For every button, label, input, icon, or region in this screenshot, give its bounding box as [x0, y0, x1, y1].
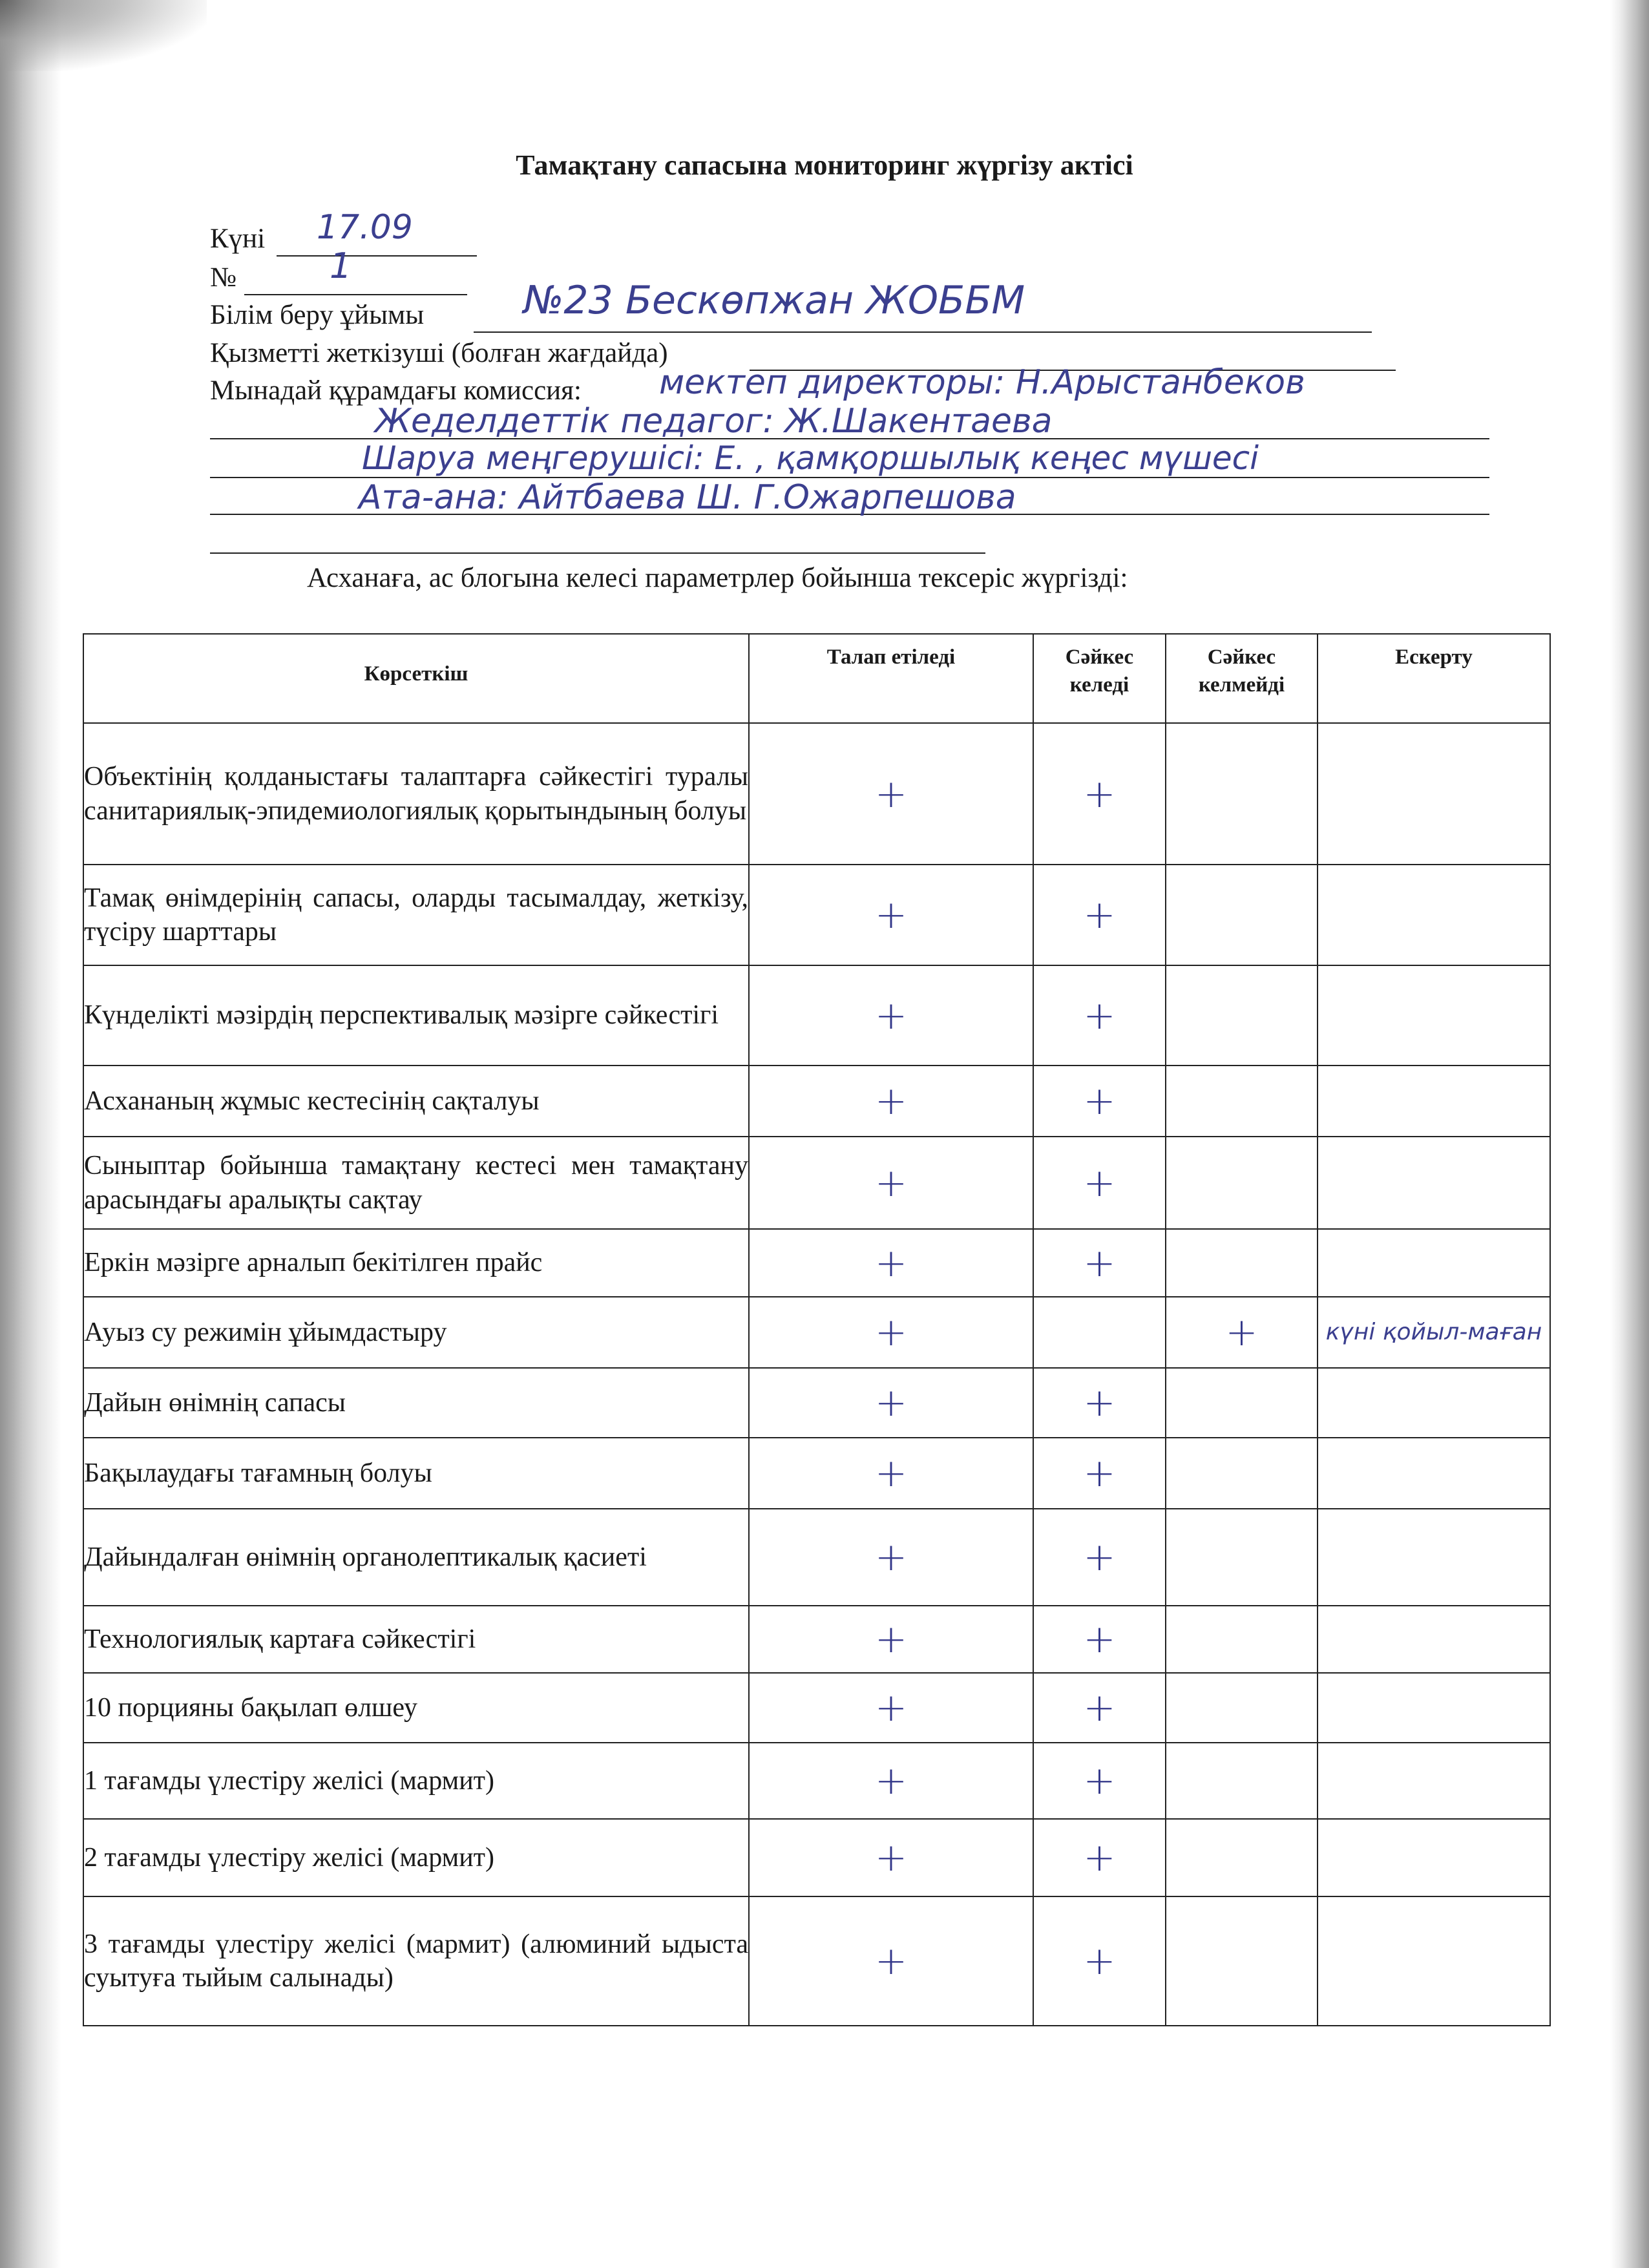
note-cell — [1318, 1066, 1550, 1137]
compliant-mark: + — [1033, 965, 1166, 1066]
noncompliant-mark — [1166, 723, 1318, 865]
indicator-cell: Еркін мәзірге арналып бекітілген прайс — [83, 1229, 749, 1297]
noncompliant-mark — [1166, 1438, 1318, 1509]
noncompliant-mark — [1166, 1606, 1318, 1673]
table-row — [83, 1673, 1550, 1743]
note-cell — [1318, 1137, 1550, 1229]
indicator-cell: Дайындалған өнімнің органолептикалық қасиеті — [83, 1509, 749, 1606]
note-cell — [1318, 1229, 1550, 1297]
indicator-cell: Ауыз су режимін ұйымдастыру — [83, 1297, 749, 1368]
number-label: № — [210, 262, 237, 293]
table-row — [83, 1509, 1550, 1606]
note-cell — [1318, 1368, 1550, 1438]
inspection-intro: Асханаға, ас блогына келесі параметрлер бойынша тексеріс жүргізді: — [307, 563, 1128, 593]
note-cell — [1318, 865, 1550, 965]
compliant-mark: + — [1033, 1673, 1166, 1743]
header-note: Ескерту — [1318, 634, 1550, 723]
compliant-mark: + — [1033, 1438, 1166, 1509]
note-cell — [1318, 1743, 1550, 1819]
commission-underline-4 — [210, 552, 985, 554]
noncompliant-mark — [1166, 1368, 1318, 1438]
noncompliant-mark — [1166, 1137, 1318, 1229]
required-mark: + — [749, 1606, 1033, 1673]
indicator-cell: Технологиялық картаға сәйкестігі — [83, 1606, 749, 1673]
header-indicator: Көрсеткіш — [83, 634, 749, 723]
table-row — [83, 865, 1550, 965]
table-row — [83, 1066, 1550, 1137]
org-label: Білім беру ұйымы — [210, 300, 425, 330]
indicator-cell: Асхананың жұмыс кестесінің сақталуы — [83, 1066, 749, 1137]
indicator-cell: 3 тағамды үлестіру желісі (мармит) (алюминий ыдыста суытуға тыйым салынады) — [83, 1896, 749, 2026]
compliant-mark: + — [1033, 1368, 1166, 1438]
note-cell: күні қойыл-маған — [1318, 1297, 1550, 1368]
noncompliant-mark — [1166, 1896, 1318, 2026]
note-cell — [1318, 1438, 1550, 1509]
commission-line-1: мектеп директоры: Н.Арыстанбеков — [659, 363, 1305, 402]
table-row — [83, 1896, 1550, 2026]
commission-label: Мынадай құрамдағы комиссия: — [210, 375, 582, 406]
commission-line-2: Жеделдеттік педагог: Ж.Шакентаева — [375, 402, 1053, 441]
required-mark: + — [749, 965, 1033, 1066]
table-row — [83, 1368, 1550, 1438]
table-row — [83, 1819, 1550, 1896]
table-row — [83, 965, 1550, 1066]
required-mark: + — [749, 1673, 1033, 1743]
required-mark: + — [749, 1819, 1033, 1896]
table-row — [83, 1438, 1550, 1509]
date-underline — [277, 255, 477, 257]
compliant-mark: + — [1033, 723, 1166, 865]
compliant-mark: + — [1033, 1137, 1166, 1229]
noncompliant-mark — [1166, 1509, 1318, 1606]
indicator-cell: 10 порцияны бақылап өлшеу — [83, 1673, 749, 1743]
compliant-mark: + — [1033, 1896, 1166, 2026]
header-compliant: Сәйкес келеді — [1033, 634, 1166, 723]
required-mark: + — [749, 1509, 1033, 1606]
note-cell — [1318, 723, 1550, 865]
table-row — [83, 1229, 1550, 1297]
indicator-cell: Бақылаудағы тағамның болуы — [83, 1438, 749, 1509]
header-noncompliant: Сәйкес келмейді — [1166, 634, 1318, 723]
table-header-row — [83, 634, 1550, 723]
org-underline — [474, 331, 1372, 333]
compliant-mark: + — [1033, 1229, 1166, 1297]
indicator-cell: Объектінің қолданыстағы талаптарға сәйкестігі туралы санитариялық-эпидемиологиялық қорытындының болуы — [83, 723, 749, 865]
noncompliant-mark — [1166, 965, 1318, 1066]
document-title: Тамақтану сапасына мониторинг жүргізу актісі — [516, 149, 1133, 181]
required-mark: + — [749, 1368, 1033, 1438]
scan-shadow-left — [0, 0, 61, 2268]
date-label: Күні — [210, 224, 266, 254]
compliant-mark: + — [1033, 1606, 1166, 1673]
date-value: 17.09 — [317, 208, 413, 247]
compliant-mark: + — [1033, 1743, 1166, 1819]
table-row — [83, 723, 1550, 865]
noncompliant-mark — [1166, 1229, 1318, 1297]
required-mark: + — [749, 1743, 1033, 1819]
compliant-mark — [1033, 1297, 1166, 1368]
required-mark: + — [749, 723, 1033, 865]
table-row — [83, 1606, 1550, 1673]
required-mark: + — [749, 1297, 1033, 1368]
required-mark: + — [749, 865, 1033, 965]
supplier-label: Қызметті жеткізуші (болған жағдайда) — [210, 338, 668, 368]
indicator-cell: Сыныптар бойынша тамақтану кестесі мен тамақтану арасындағы аралықты сақтау — [83, 1137, 749, 1229]
indicator-cell: 1 тағамды үлестіру желісі (мармит) — [83, 1743, 749, 1819]
noncompliant-mark — [1166, 865, 1318, 965]
commission-line-4: Ата-ана: Айтбаева Ш. Г.Ожарпешова — [359, 478, 1016, 517]
note-cell — [1318, 1673, 1550, 1743]
commission-line-3: Шаруа меңгерушісі: Е. , қамқоршылық кеңес мүшесі — [362, 439, 1259, 477]
inspection-table — [83, 633, 1551, 2026]
required-mark: + — [749, 1438, 1033, 1509]
compliant-mark: + — [1033, 1509, 1166, 1606]
indicator-cell: 2 тағамды үлестіру желісі (мармит) — [83, 1819, 749, 1896]
note-cell — [1318, 1896, 1550, 2026]
noncompliant-mark — [1166, 1066, 1318, 1137]
scan-shadow-right — [1610, 0, 1649, 2268]
indicator-cell: Күнделікті мәзірдің перспективалық мәзірге сәйкестігі — [83, 965, 749, 1066]
note-cell — [1318, 965, 1550, 1066]
header-required: Талап етіледі — [749, 634, 1033, 723]
number-underline — [244, 294, 467, 295]
indicator-cell: Дайын өнімнің сапасы — [83, 1368, 749, 1438]
noncompliant-mark: + — [1166, 1297, 1318, 1368]
indicator-cell: Тамақ өнімдерінің сапасы, оларды тасымалдау, жеткізу, түсіру шарттары — [83, 865, 749, 965]
table-row — [83, 1743, 1550, 1819]
compliant-mark: + — [1033, 865, 1166, 965]
number-value: 1 — [330, 246, 352, 286]
compliant-mark: + — [1033, 1066, 1166, 1137]
note-cell — [1318, 1819, 1550, 1896]
table-row — [83, 1297, 1550, 1368]
scan-shadow-top — [0, 0, 207, 71]
org-value: №23 Бескөпжан ЖОББМ — [523, 278, 1025, 323]
noncompliant-mark — [1166, 1673, 1318, 1743]
table-row — [83, 1137, 1550, 1229]
note-cell — [1318, 1509, 1550, 1606]
note-cell — [1318, 1606, 1550, 1673]
required-mark: + — [749, 1229, 1033, 1297]
required-mark: + — [749, 1137, 1033, 1229]
compliant-mark: + — [1033, 1819, 1166, 1896]
required-mark: + — [749, 1896, 1033, 2026]
required-mark: + — [749, 1066, 1033, 1137]
noncompliant-mark — [1166, 1743, 1318, 1819]
noncompliant-mark — [1166, 1819, 1318, 1896]
